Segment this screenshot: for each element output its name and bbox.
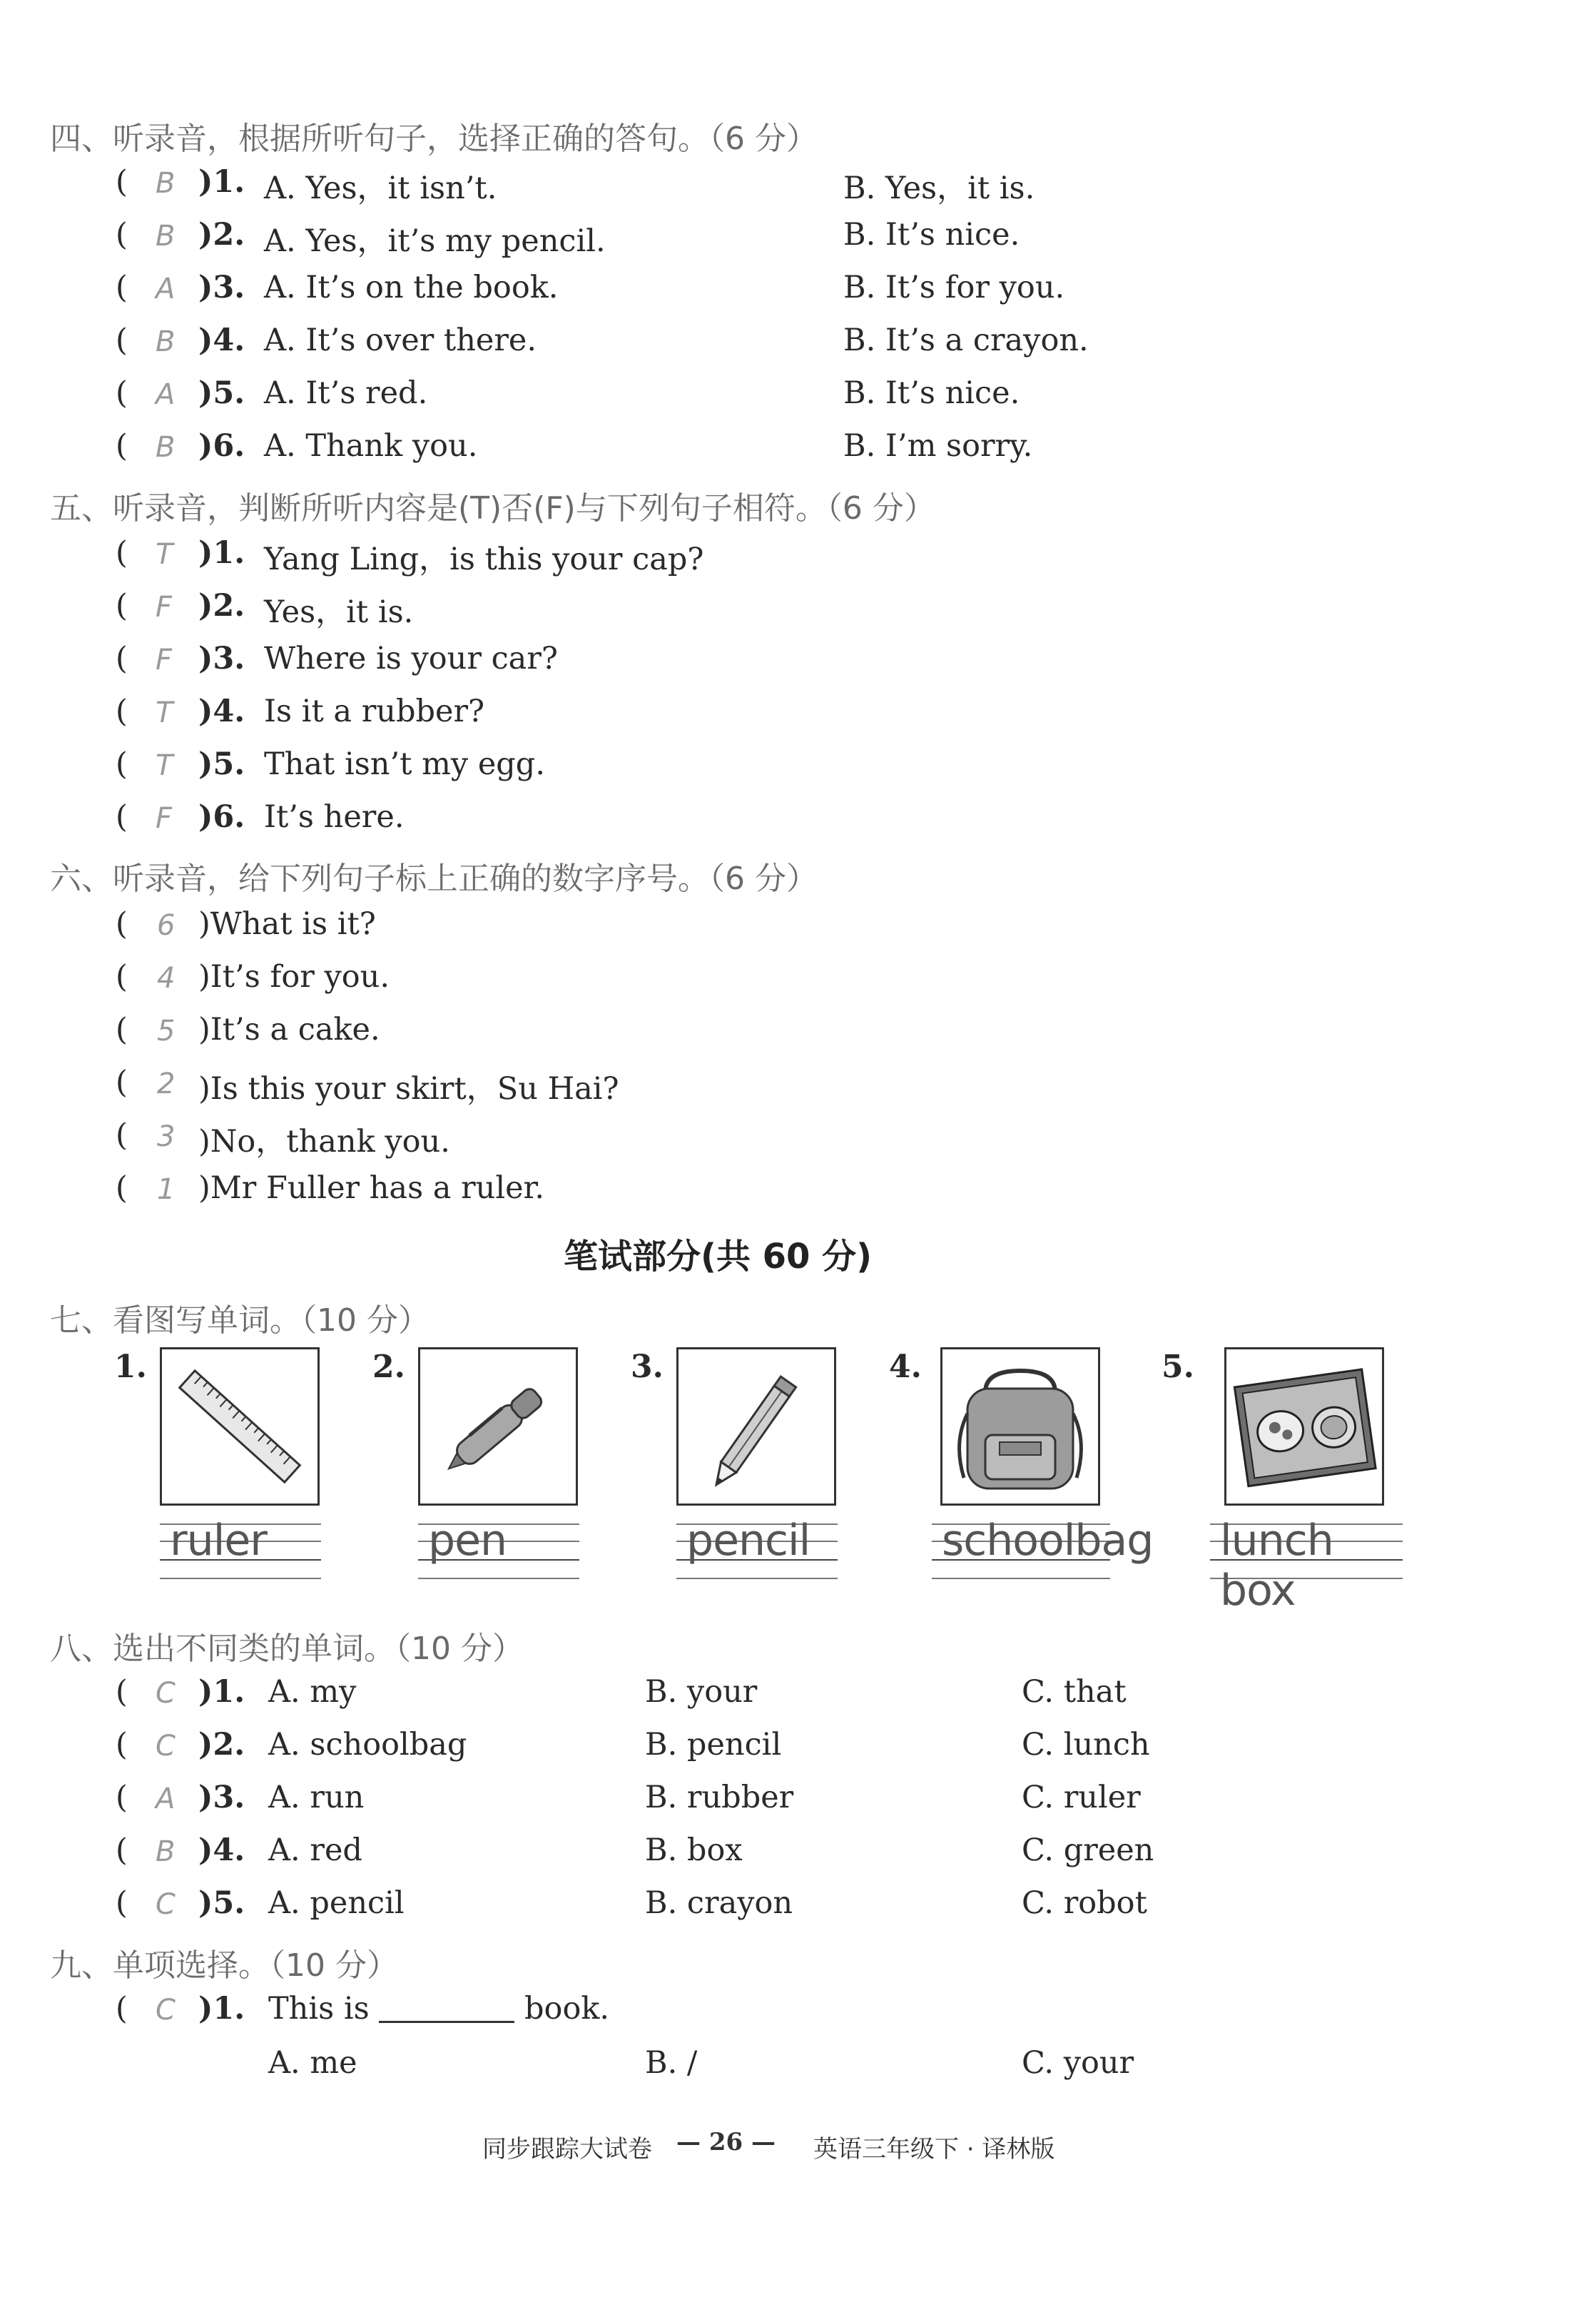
answer: C <box>156 1730 176 1763</box>
written-word: schoolbag <box>942 1516 1154 1566</box>
option-a: A. my <box>268 1674 357 1710</box>
answer: C <box>156 1994 176 2027</box>
sentence-text: )Mr Fuller has a ruler. <box>198 1170 545 1206</box>
option-c: C. that <box>1022 1674 1127 1710</box>
question-number: )6. <box>198 799 245 835</box>
picture-number: 5. <box>1162 1349 1194 1385</box>
question-number: )3. <box>198 270 245 305</box>
open-paren: ( <box>116 641 128 676</box>
question-row <box>0 535 1596 578</box>
question-row <box>0 217 1596 260</box>
answer: 1 <box>157 1173 176 1206</box>
section-9-question: ( C )1. This is book. <box>116 1991 610 2027</box>
question-number: )2. <box>198 217 245 253</box>
open-paren: ( <box>116 1674 128 1710</box>
question-number: )3. <box>198 1780 245 1815</box>
open-paren: ( <box>116 906 128 942</box>
question-row <box>0 746 1596 789</box>
section-5-title: 五、听录音，判断所听内容是(T)否(F)与下列句子相符。（6 分） <box>50 490 935 527</box>
open-paren: ( <box>116 959 128 995</box>
written-part-heading: 笔试部分(共 60 分) <box>564 1237 873 1277</box>
answer: 5 <box>157 1015 176 1048</box>
sentence-row <box>0 906 1596 949</box>
answer: T <box>156 538 173 571</box>
picture-number: 3. <box>631 1349 664 1385</box>
written-word: lunch box <box>1220 1516 1333 1616</box>
open-paren: ( <box>116 1065 128 1100</box>
option-a: A. run <box>268 1780 365 1815</box>
sentence-text: )It’s for you. <box>198 959 390 995</box>
question-text: Is it a rubber? <box>264 694 485 729</box>
question-row <box>0 1674 1596 1717</box>
writing-lines <box>932 1516 1154 1591</box>
open-paren: ( <box>116 1727 128 1763</box>
option-b: B. Yes，it is. <box>843 171 1035 206</box>
question-text: Yang Ling，is this your cap? <box>264 542 704 577</box>
question-number: )4. <box>198 694 245 729</box>
answer: B <box>156 167 176 200</box>
question-number: )5. <box>198 375 245 411</box>
open-paren: ( <box>116 217 128 253</box>
section-7-title: 七、看图写单词。（10 分） <box>50 1302 430 1339</box>
answer: A <box>156 273 176 305</box>
open-paren: ( <box>116 1780 128 1815</box>
open-paren: ( <box>116 588 128 624</box>
question-row <box>0 323 1596 365</box>
writing-lines <box>676 1516 838 1591</box>
question-row <box>0 375 1596 418</box>
writing-lines <box>418 1516 579 1591</box>
question-row <box>0 694 1596 736</box>
question-number: )2. <box>198 588 245 624</box>
sentence-text: )Is this your skirt，Su Hai? <box>198 1071 619 1107</box>
question-number: )1. <box>198 164 245 200</box>
open-paren: ( <box>116 799 128 835</box>
sentence-text: )It’s a cake. <box>198 1012 380 1048</box>
answer: T <box>156 749 173 782</box>
written-word: pencil <box>686 1516 810 1566</box>
answer: A <box>156 1783 176 1815</box>
lunch-box-icon <box>1224 1347 1384 1506</box>
open-paren: ( <box>116 1012 128 1048</box>
question-number: )5. <box>198 746 245 782</box>
question-row <box>0 428 1596 471</box>
option-b: B. your <box>645 1674 758 1710</box>
answer-blank <box>379 1992 514 2023</box>
option-c: C. lunch <box>1022 1727 1150 1763</box>
option-a: A. Yes，it’s my pencil. <box>264 223 606 259</box>
picture-number: 2. <box>372 1349 405 1385</box>
answer: 6 <box>157 909 176 942</box>
question-number: )4. <box>198 1832 245 1868</box>
sentence-row <box>0 1065 1596 1107</box>
written-word: pen <box>428 1516 507 1566</box>
question-number: )1. <box>198 1674 245 1710</box>
option-a: A. pencil <box>268 1885 405 1921</box>
open-paren: ( <box>116 1170 128 1206</box>
answer: B <box>156 1835 176 1868</box>
writing-lines <box>1210 1516 1403 1616</box>
option-a: A. It’s red. <box>264 375 428 411</box>
question-text: It’s here. <box>264 799 405 835</box>
sentence-text: )What is it? <box>198 906 376 942</box>
footer-subject: 英语三年级下 · 译林版 <box>813 2135 1055 2164</box>
pen-icon <box>418 1347 578 1506</box>
question-row <box>0 1832 1596 1875</box>
pencil-icon <box>676 1347 836 1506</box>
section-9-title: 九、单项选择。（10 分） <box>50 1947 398 1984</box>
option-b: B. rubber <box>645 1780 794 1815</box>
question-text-after-blank: book. <box>524 1991 610 2027</box>
answer: B <box>156 431 176 464</box>
answer: F <box>156 802 173 835</box>
question-number: )1. <box>198 535 245 571</box>
question-number: )3. <box>198 641 245 676</box>
option-b: B. box <box>645 1832 743 1868</box>
writing-lines <box>160 1516 321 1591</box>
answer: 3 <box>157 1120 176 1153</box>
option-c: C. ruler <box>1022 1780 1141 1815</box>
sentence-row <box>0 1012 1596 1055</box>
open-paren: ( <box>116 694 128 729</box>
section-4-title: 四、听录音，根据所听句子，选择正确的答句。（6 分） <box>50 121 818 157</box>
schoolbag-icon <box>940 1347 1100 1506</box>
question-row <box>0 1885 1596 1928</box>
option-a: A. Thank you. <box>264 428 478 464</box>
question-number: )5. <box>198 1885 245 1921</box>
answer: 2 <box>157 1068 176 1100</box>
answer: B <box>156 220 176 253</box>
open-paren: ( <box>116 164 128 200</box>
option-a: A. red <box>268 1832 362 1868</box>
picture-number: 1. <box>114 1349 147 1385</box>
option-a: A. Yes，it isn’t. <box>264 171 497 206</box>
question-number: )1. <box>198 1991 245 2027</box>
section-6-title: 六、听录音，给下列句子标上正确的数字序号。（6 分） <box>50 861 818 897</box>
open-paren: ( <box>116 1885 128 1921</box>
open-paren: ( <box>116 746 128 782</box>
written-word: ruler <box>170 1516 267 1566</box>
option-b: B. I’m sorry. <box>843 428 1033 464</box>
answer: F <box>156 644 173 676</box>
option-b: B. It’s a crayon. <box>843 323 1089 358</box>
option-b: B. It’s nice. <box>843 375 1020 411</box>
open-paren: ( <box>116 375 128 411</box>
footer-series: 同步跟踪大试卷 <box>482 2135 652 2164</box>
picture-number: 4. <box>889 1349 922 1385</box>
option-b: B. / <box>645 2045 698 2081</box>
question-text-before-blank: This is <box>268 1991 370 2027</box>
question-row <box>0 164 1596 207</box>
question-number: )2. <box>198 1727 245 1763</box>
question-row <box>0 1780 1596 1822</box>
answer: F <box>156 591 173 624</box>
answer: T <box>156 696 173 729</box>
question-text: That isn’t my egg. <box>264 746 545 782</box>
option-b: B. It’s for you. <box>843 270 1065 305</box>
open-paren: ( <box>116 428 128 464</box>
question-row <box>0 270 1596 313</box>
question-number: )6. <box>198 428 245 464</box>
option-c: C. your <box>1022 2045 1134 2081</box>
question-row <box>0 799 1596 842</box>
open-paren: ( <box>116 270 128 305</box>
option-c: C. green <box>1022 1832 1154 1868</box>
answer: A <box>156 378 176 411</box>
option-a: A. schoolbag <box>268 1727 467 1763</box>
open-paren: ( <box>116 1832 128 1868</box>
option-a: A. me <box>268 2045 357 2081</box>
option-b: B. crayon <box>645 1885 793 1921</box>
sentence-row <box>0 1170 1596 1213</box>
answer: C <box>156 1677 176 1710</box>
question-text: Yes，it is. <box>264 594 414 630</box>
question-row <box>0 1727 1596 1770</box>
question-number: )4. <box>198 323 245 358</box>
sentence-text: )No，thank you. <box>198 1124 450 1160</box>
open-paren: ( <box>116 535 128 571</box>
page-number: — 26 — <box>676 2128 776 2156</box>
option-b: B. pencil <box>645 1727 782 1763</box>
option-b: B. It’s nice. <box>843 217 1020 253</box>
question-row <box>0 641 1596 684</box>
sentence-row <box>0 1117 1596 1160</box>
answer: C <box>156 1888 176 1921</box>
section-8-title: 八、选出不同类的单词。（10 分） <box>50 1631 524 1667</box>
question-text: Where is your car? <box>264 641 558 676</box>
section-9-options <box>0 2045 1596 2088</box>
option-c: C. robot <box>1022 1885 1147 1921</box>
ruler-icon <box>160 1347 320 1506</box>
option-a: A. It’s on the book. <box>264 270 559 305</box>
open-paren: ( <box>116 1117 128 1153</box>
question-row <box>0 588 1596 631</box>
option-a: A. It’s over there. <box>264 323 537 358</box>
sentence-row <box>0 959 1596 1002</box>
answer: 4 <box>157 962 176 995</box>
answer: B <box>156 325 176 358</box>
open-paren: ( <box>116 323 128 358</box>
